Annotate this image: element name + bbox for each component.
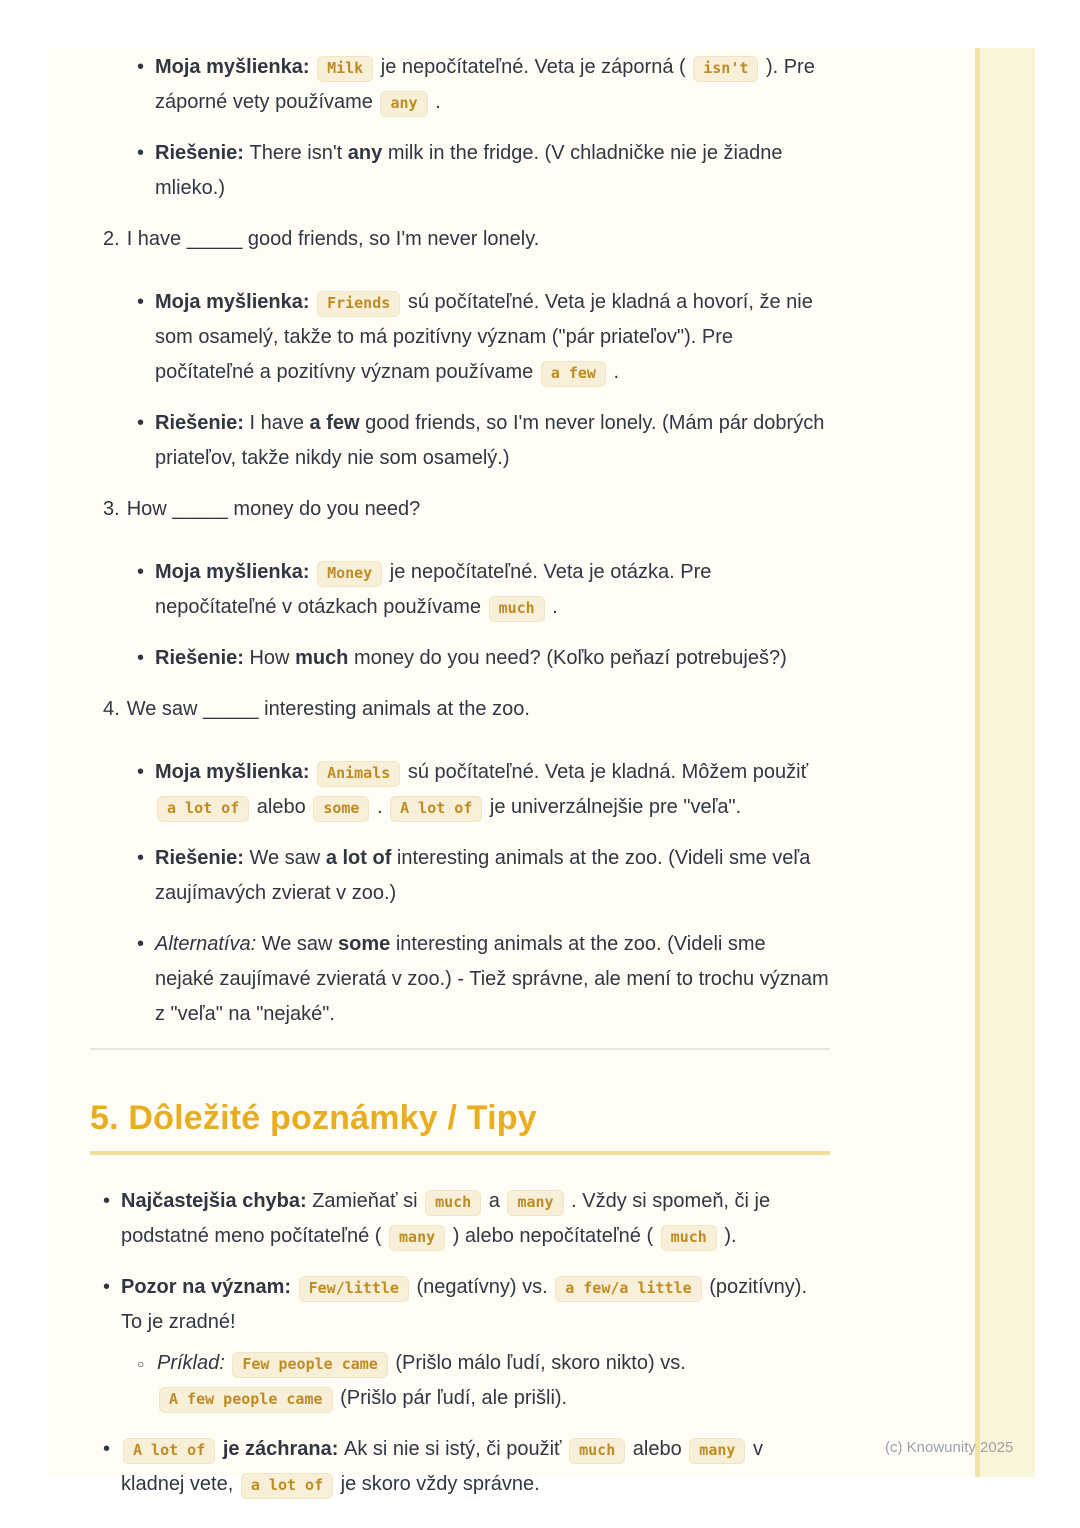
- text-segment: good friends, so I'm never lonely. (Mám pár dobrých priateľov, takže nikdy nie som osamelý.): [155, 412, 825, 469]
- bold-text: Moja myšlienka:: [155, 761, 316, 783]
- bullet-list: [90, 555, 830, 676]
- numbered-item: [90, 692, 830, 727]
- code-chip: Money: [317, 561, 382, 587]
- bold-text: Najčastejšia chyba:: [121, 1190, 313, 1212]
- text-segment: (pozitívny). To je zradné!: [121, 1276, 807, 1333]
- bold-text: much: [295, 647, 349, 669]
- code-chip: some: [313, 796, 369, 822]
- text-segment: milk in the fridge. (V chladničke nie je žiadne mlieko.): [155, 142, 783, 199]
- page-edge-strip: [975, 48, 1035, 1477]
- code-chip: isn't: [693, 56, 758, 82]
- numbered-item-text: [127, 222, 540, 257]
- list-item-text: [155, 927, 830, 1032]
- text-segment: .: [607, 361, 620, 383]
- text-segment: How: [249, 647, 296, 669]
- item-number: 2.: [103, 228, 120, 250]
- text-segment: interesting animals at the zoo. (Videli sme nejaké zaujímavé zvieratá v zoo.) - Tiež správne, ale mení to trochu význam z "veľa" na "nejaké".: [155, 933, 829, 1025]
- list-item-text: [121, 1270, 830, 1340]
- list-item-text: [121, 1184, 830, 1254]
- list-item-text: [155, 136, 830, 206]
- bullet-list: [90, 285, 830, 476]
- numbered-item-text: [127, 492, 421, 527]
- code-chip: Animals: [317, 761, 400, 787]
- text-segment: Zamieňať si: [312, 1190, 424, 1212]
- bold-text: Moja myšlienka:: [155, 291, 316, 313]
- bullet-icon: •: [103, 1276, 111, 1298]
- section-divider: [90, 1048, 830, 1050]
- code-chip: Friends: [317, 291, 400, 317]
- list-item-text: [121, 1432, 830, 1502]
- code-chip: much: [569, 1438, 625, 1464]
- text-segment: There isn't: [249, 142, 348, 164]
- bold-text: a few: [309, 412, 360, 434]
- text-segment: je nepočítateľné. Veta je záporná (: [375, 56, 692, 78]
- list-item-text: [155, 641, 830, 676]
- bold-text: Riešenie:: [155, 847, 250, 869]
- text-segment: ).: [718, 1225, 737, 1247]
- code-chip: a lot of: [241, 1473, 333, 1499]
- text-segment: interesting animals at the zoo. (Videli sme veľa zaujímavých zvierat v zoo.): [155, 847, 811, 904]
- list-item-text: [155, 50, 830, 120]
- list-item-text: [155, 406, 830, 476]
- text-segment: Ak si nie si istý, či použiť: [343, 1438, 568, 1460]
- code-chip: much: [425, 1190, 481, 1216]
- document-card: [48, 48, 1035, 1495]
- text-segment: a: [483, 1190, 506, 1212]
- list-item-text: [155, 285, 830, 390]
- bullet-list: [90, 1432, 830, 1502]
- code-chip: many: [507, 1190, 563, 1216]
- list-item: [103, 1184, 830, 1254]
- list-item: [137, 641, 830, 676]
- bullet-list: [90, 1346, 830, 1416]
- bold-text: Riešenie:: [155, 647, 250, 669]
- bold-text: je záchrana:: [222, 1438, 344, 1460]
- bullet-list: [90, 50, 830, 206]
- text-segment: (negatívny) vs.: [410, 1276, 554, 1298]
- code-chip: much: [661, 1225, 717, 1251]
- bullet-icon: •: [137, 847, 145, 869]
- code-chip: A lot of: [390, 796, 482, 822]
- list-item-text: [155, 555, 830, 625]
- text-segment: sú počítateľné. Veta je kladná. Môžem použiť: [402, 761, 809, 783]
- bold-text: Riešenie:: [155, 142, 250, 164]
- text-segment: je nepočítateľné. Veta je otázka. Pre nepočítateľné v otázkach používame: [155, 561, 712, 618]
- item-number: 3.: [103, 498, 120, 520]
- text-segment: .: [546, 596, 558, 618]
- bullet-icon: •: [137, 647, 145, 669]
- text-segment: alebo: [627, 1438, 688, 1460]
- bold-text: any: [347, 142, 383, 164]
- text-segment: (Prišlo málo ľudí, skoro nikto) vs.: [389, 1352, 686, 1374]
- code-chip: a few/a little: [555, 1276, 701, 1302]
- code-chip: A lot of: [123, 1438, 215, 1464]
- code-chip: Few people came: [232, 1352, 387, 1378]
- circle-bullet-icon: ○: [137, 1357, 145, 1371]
- text-segment: alebo: [251, 796, 312, 818]
- item-number: 4.: [103, 698, 120, 720]
- text-segment: How _____ money do you need?: [126, 498, 421, 520]
- text-segment: .: [429, 91, 441, 113]
- bullet-icon: •: [137, 933, 145, 955]
- document-content: [90, 50, 830, 1518]
- code-chip: many: [389, 1225, 445, 1251]
- bold-text: Pozor na význam:: [121, 1276, 297, 1298]
- italic-text: Príklad:: [157, 1352, 231, 1374]
- text-segment: je univerzálnejšie pre "veľa".: [484, 796, 742, 818]
- list-item: [137, 136, 830, 206]
- text-segment: I have _____ good friends, so I'm never lonely.: [126, 228, 540, 250]
- text-segment: je skoro vždy správne.: [335, 1473, 540, 1495]
- text-segment: ). Pre záporné vety používame: [155, 56, 815, 113]
- bullet-icon: •: [137, 291, 145, 313]
- code-chip: Few/little: [299, 1276, 409, 1302]
- code-chip: Milk: [317, 56, 373, 82]
- numbered-item: [90, 492, 830, 527]
- list-item-text: [157, 1346, 830, 1416]
- list-item-text: [155, 755, 830, 825]
- text-segment: sú počítateľné. Veta je kladná a hovorí, že nie som osamelý, takže to má pozitívny význam ("pár priateľov"). Pre počítateľné a pozitívny význam používame: [155, 291, 813, 383]
- text-segment: .: [371, 796, 389, 818]
- code-chip: any: [380, 91, 427, 117]
- list-item-text: [155, 841, 830, 911]
- bold-text: a lot of: [325, 847, 392, 869]
- code-chip: much: [489, 596, 545, 622]
- copyright-watermark: (c) Knowunity 2025: [885, 1439, 1014, 1456]
- bold-text: Moja myšlienka:: [155, 56, 316, 78]
- numbered-item-text: [127, 692, 530, 727]
- heading-underline: [90, 1151, 830, 1155]
- text-segment: We saw _____ interesting animals at the zoo.: [126, 698, 530, 720]
- bullet-icon: •: [137, 561, 145, 583]
- list-item: [103, 1270, 830, 1340]
- list-item: [137, 1346, 830, 1416]
- italic-text: Alternatíva:: [155, 933, 262, 955]
- text-segment: . Vždy si spomeň, či je podstatné meno počítateľné (: [121, 1190, 771, 1247]
- bold-text: some: [338, 933, 391, 955]
- list-item: [137, 841, 830, 911]
- text-segment: I have: [249, 412, 310, 434]
- code-chip: a lot of: [157, 796, 249, 822]
- bullet-icon: •: [137, 761, 145, 783]
- list-item: [137, 50, 830, 120]
- bullet-icon: •: [103, 1190, 111, 1212]
- list-item: [137, 406, 830, 476]
- text-segment: (Prišlo pár ľudí, ale prišli).: [334, 1387, 568, 1409]
- bullet-icon: •: [137, 412, 145, 434]
- text-segment: We saw: [261, 933, 339, 955]
- code-chip: many: [689, 1438, 745, 1464]
- bullet-icon: •: [103, 1438, 111, 1460]
- bold-text: Riešenie:: [155, 412, 250, 434]
- list-item: [137, 285, 830, 390]
- list-item: [137, 555, 830, 625]
- bullet-icon: •: [137, 142, 145, 164]
- bullet-icon: •: [137, 56, 145, 78]
- code-chip: a few: [541, 361, 606, 387]
- bullet-list: [90, 755, 830, 1032]
- text-segment: ) alebo nepočítateľné (: [447, 1225, 659, 1247]
- bold-text: Moja myšlienka:: [155, 561, 316, 583]
- section-heading: 5. Dôležité poznámky / Tipy: [90, 1099, 537, 1137]
- numbered-item: [90, 222, 830, 257]
- text-segment: money do you need? (Koľko peňazí potrebuješ?): [348, 647, 787, 669]
- list-item: [137, 755, 830, 825]
- bullet-list: [90, 1184, 830, 1340]
- list-item: [103, 1432, 830, 1502]
- text-segment: v kladnej vete,: [121, 1438, 763, 1495]
- code-chip: A few people came: [159, 1387, 333, 1413]
- list-item: [137, 927, 830, 1032]
- text-segment: We saw: [249, 847, 326, 869]
